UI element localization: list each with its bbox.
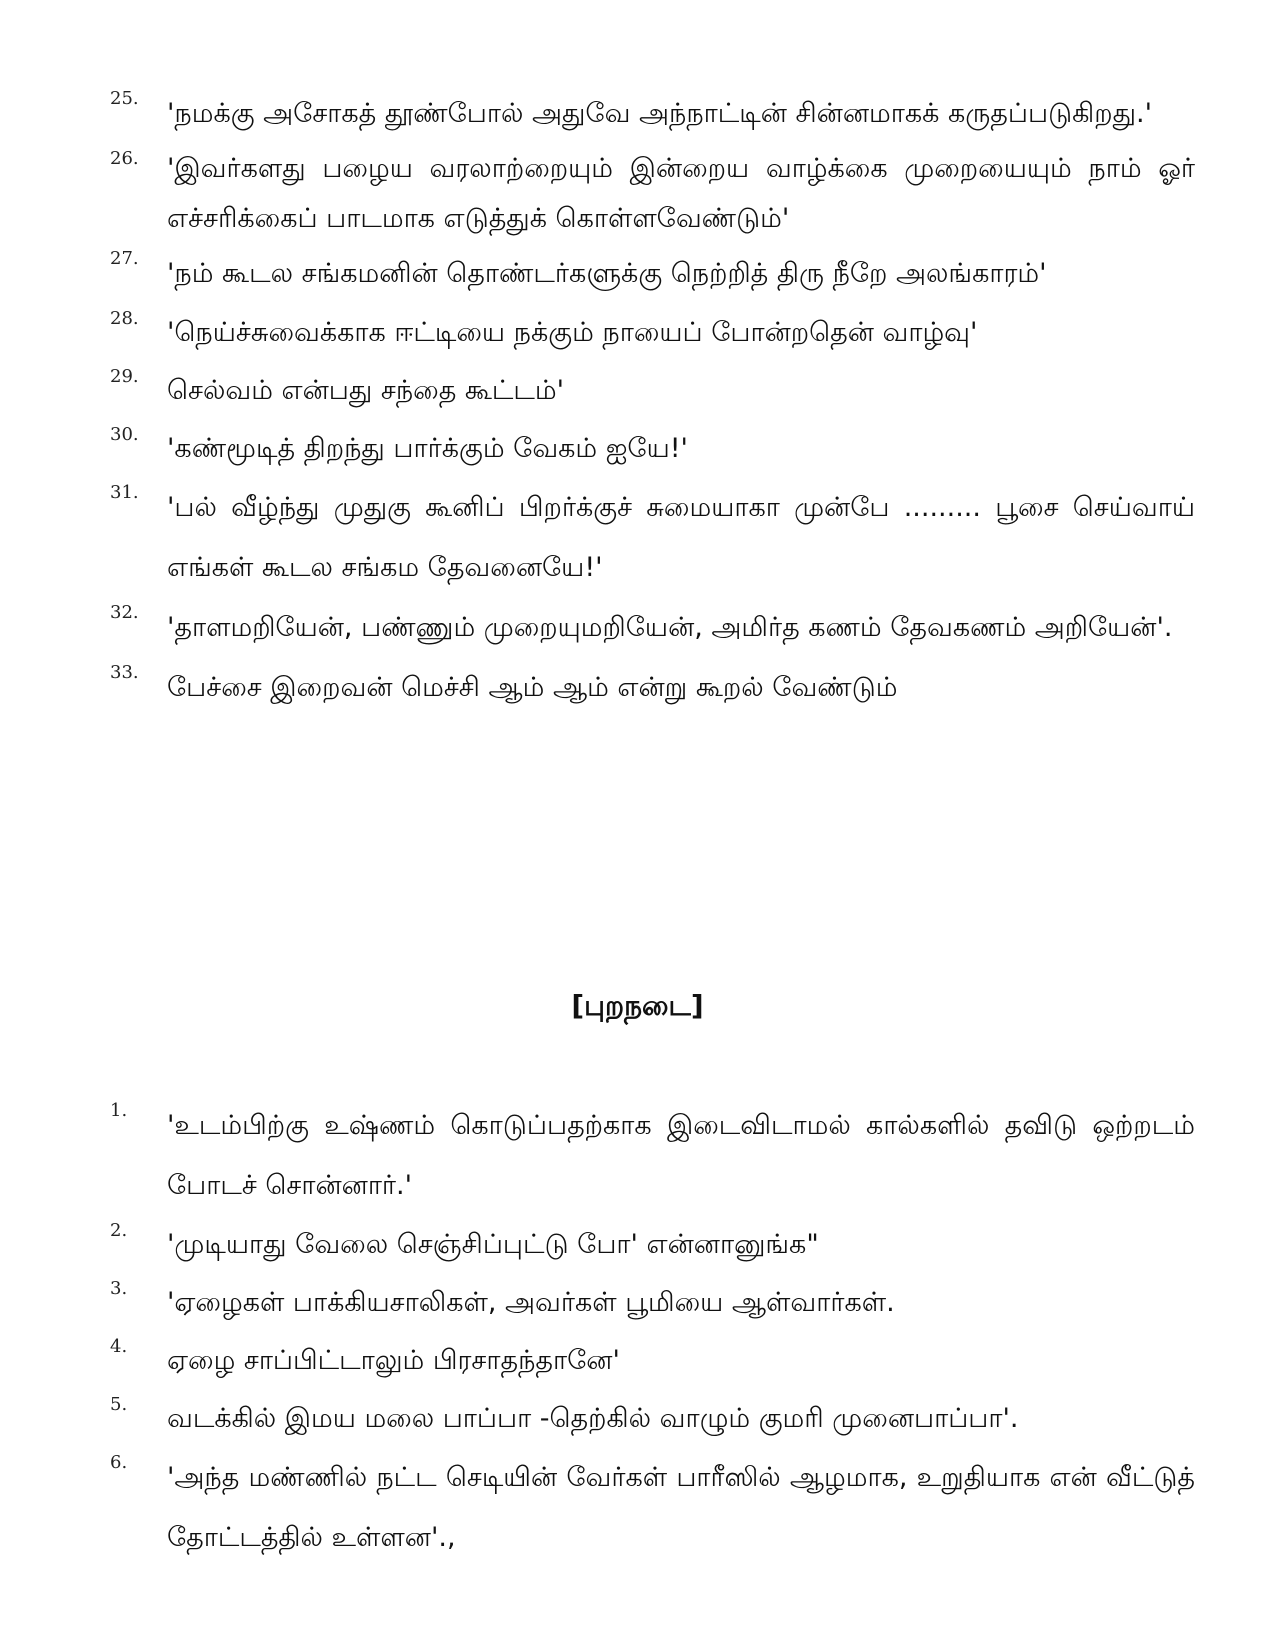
item-text: 'நமக்கு அசோகத் தூண்போல் அதுவே அந்நாட்டின் சின்னமாகக் கருதப்படுகிறது.' — [167, 98, 1153, 129]
item-number: 6. — [110, 1452, 128, 1473]
list-item — [0, 244, 1275, 304]
item-text: 'இவர்களது பழைய வரலாற்றையும் இன்றைய வாழ்க்கை முறையையும் நாம் ஓர் எச்சரிக்கைப் பாடமாக எடுத்துக் கொள்ளவேண்டும்' — [167, 153, 1195, 234]
list-item — [0, 1332, 1275, 1390]
item-number: 26. — [110, 148, 139, 169]
item-text: செல்வம் என்பது சந்தை கூட்டம்' — [167, 375, 565, 406]
quote-list-top — [0, 84, 1275, 718]
item-text: 'ஏழைகள் பாக்கியசாலிகள், அவர்கள் பூமியை ஆள்வார்கள். — [167, 1287, 895, 1318]
item-text: 'அந்த மண்ணில் நட்ட செடியின் வேர்கள் பாரீஸில் ஆழமாக, உறுதியாக என் வீட்டுத் தோட்டத்தில் உள்ளன'., — [167, 1462, 1195, 1553]
section-heading: [புறநடை] — [571, 989, 704, 1022]
item-number: 4. — [110, 1336, 128, 1357]
item-number: 32. — [110, 602, 139, 623]
item-text: 'நம் கூடல சங்கமனின் தொண்டர்களுக்கு நெற்றித் திரு நீறே அலங்காரம்' — [167, 258, 1047, 289]
item-number: 3. — [110, 1278, 128, 1299]
list-item — [0, 362, 1275, 420]
list-item — [0, 658, 1275, 718]
item-text: 'தாளமறியேன், பண்ணும் முறையுமறியேன், அமிர்த கணம் தேவகணம் அறியேன்'. — [167, 612, 1173, 643]
list-item — [0, 84, 1275, 144]
item-text: 'உடம்பிற்கு உஷ்ணம் கொடுப்பதற்காக இடைவிடாமல் கால்களில் தவிடு ஒற்றடம் போடச் சொன்னார்.' — [167, 1110, 1195, 1201]
item-number: 25. — [110, 88, 139, 109]
list-item — [0, 1390, 1275, 1448]
list-item — [0, 304, 1275, 362]
item-number: 30. — [110, 424, 139, 445]
list-item — [0, 598, 1275, 658]
item-number: 5. — [110, 1394, 128, 1415]
item-text: 'பல் வீழ்ந்து முதுகு கூனிப் பிறர்க்குச் சுமையாகா முன்பே ......... பூசை செய்வாய் எங்கள் கூடல சங்கம தேவனையே!' — [167, 492, 1195, 583]
list-item — [0, 1096, 1275, 1216]
item-number: 31. — [110, 482, 139, 503]
item-text: வடக்கில் இமய மலை பாப்பா -தெற்கில் வாழும் குமரி முனைபாப்பா'. — [167, 1403, 1019, 1434]
list-item — [0, 1216, 1275, 1274]
item-text: பேச்சை இறைவன் மெச்சி ஆம் ஆம் என்று கூறல் வேண்டும் — [167, 672, 898, 703]
list-item — [0, 144, 1275, 244]
item-text: 'நெய்ச்சுவைக்காக ஈட்டியை நக்கும் நாயைப் போன்றதென் வாழ்வு' — [167, 317, 978, 348]
item-number: 33. — [110, 662, 139, 683]
list-item — [0, 1448, 1275, 1568]
list-item — [0, 420, 1275, 478]
list-item — [0, 1274, 1275, 1332]
item-text: 'முடியாது வேலை செஞ்சிப்புட்டு போ' என்னானுங்க" — [167, 1229, 819, 1260]
item-number: 1. — [110, 1100, 128, 1121]
item-number: 29. — [110, 366, 139, 387]
item-text: 'கண்மூடித் திறந்து பார்க்கும் வேகம் ஐயே!' — [167, 433, 688, 464]
list-item — [0, 478, 1275, 598]
item-number: 27. — [110, 248, 139, 269]
item-text: ஏழை சாப்பிட்டாலும் பிரசாதந்தானே' — [167, 1345, 620, 1376]
item-number: 28. — [110, 308, 139, 329]
item-number: 2. — [110, 1220, 128, 1241]
quote-list-bottom — [0, 1096, 1275, 1568]
